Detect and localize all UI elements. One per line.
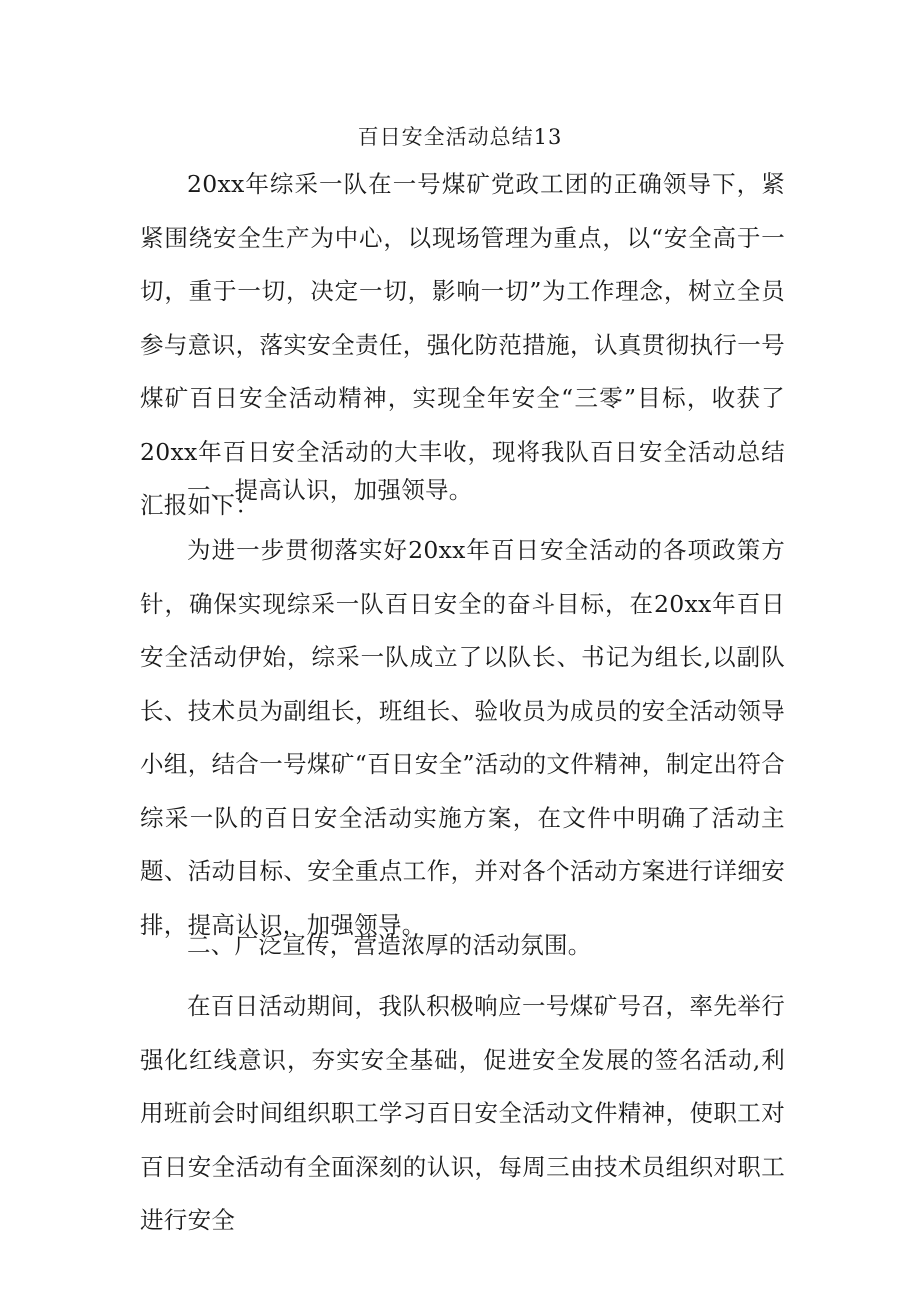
section-2-body: 在百日活动期间，我队积极响应一号煤矿号召，率先举行强化红线意识，夯实安全基础，促进安全发展的签名活动,利用班前会时间组织职工学习百日安全活动文件精神，使职工对百日安全活动有全面深刻的认识，每周三由技术员组织对职工进行安全 [140,992,785,1234]
section-1-body: 为进一步贯彻落实好20xx年百日安全活动的各项政策方针，确保实现综采一队百日安全的奋斗目标，在20xx年百日安全活动伊始，综采一队成立了以队长、书记为组长,以副队长、技术员为副组长，班组长、验收员为成员的安全活动领导小组，结合一号煤矿“百日安全”活动的文件精神，制定出符合综采一队的百日安全活动实施方案，在文件中明确了活动主题、活动目标、安全重点工作，并对各个活动方案进行详细安排，提高认识，加强领导。 [140,536,785,939]
section-2-heading: 二、广泛宣传，营造浓厚的活动氛围。 [187,931,592,959]
section-1-heading: 一、提高认识，加强领导。 [187,476,473,504]
document-title: 百日安全活动总结13 [357,125,563,149]
intro-paragraph: 20xx年综采一队在一号煤矿党政工团的正确领导下，紧紧围绕安全生产为中心，以现场管理为重点，以“安全高于一切，重于一切，决定一切，影响一切”为工作理念，树立全员参与意识，落实安全责任，强化防范措施，认真贯彻执行一号煤矿百日安全活动精神，实现全年安全“三零”目标，收获了20xx年百日安全活动的大丰收，现将我队百日安全活动总结汇报如下： [140,170,785,519]
